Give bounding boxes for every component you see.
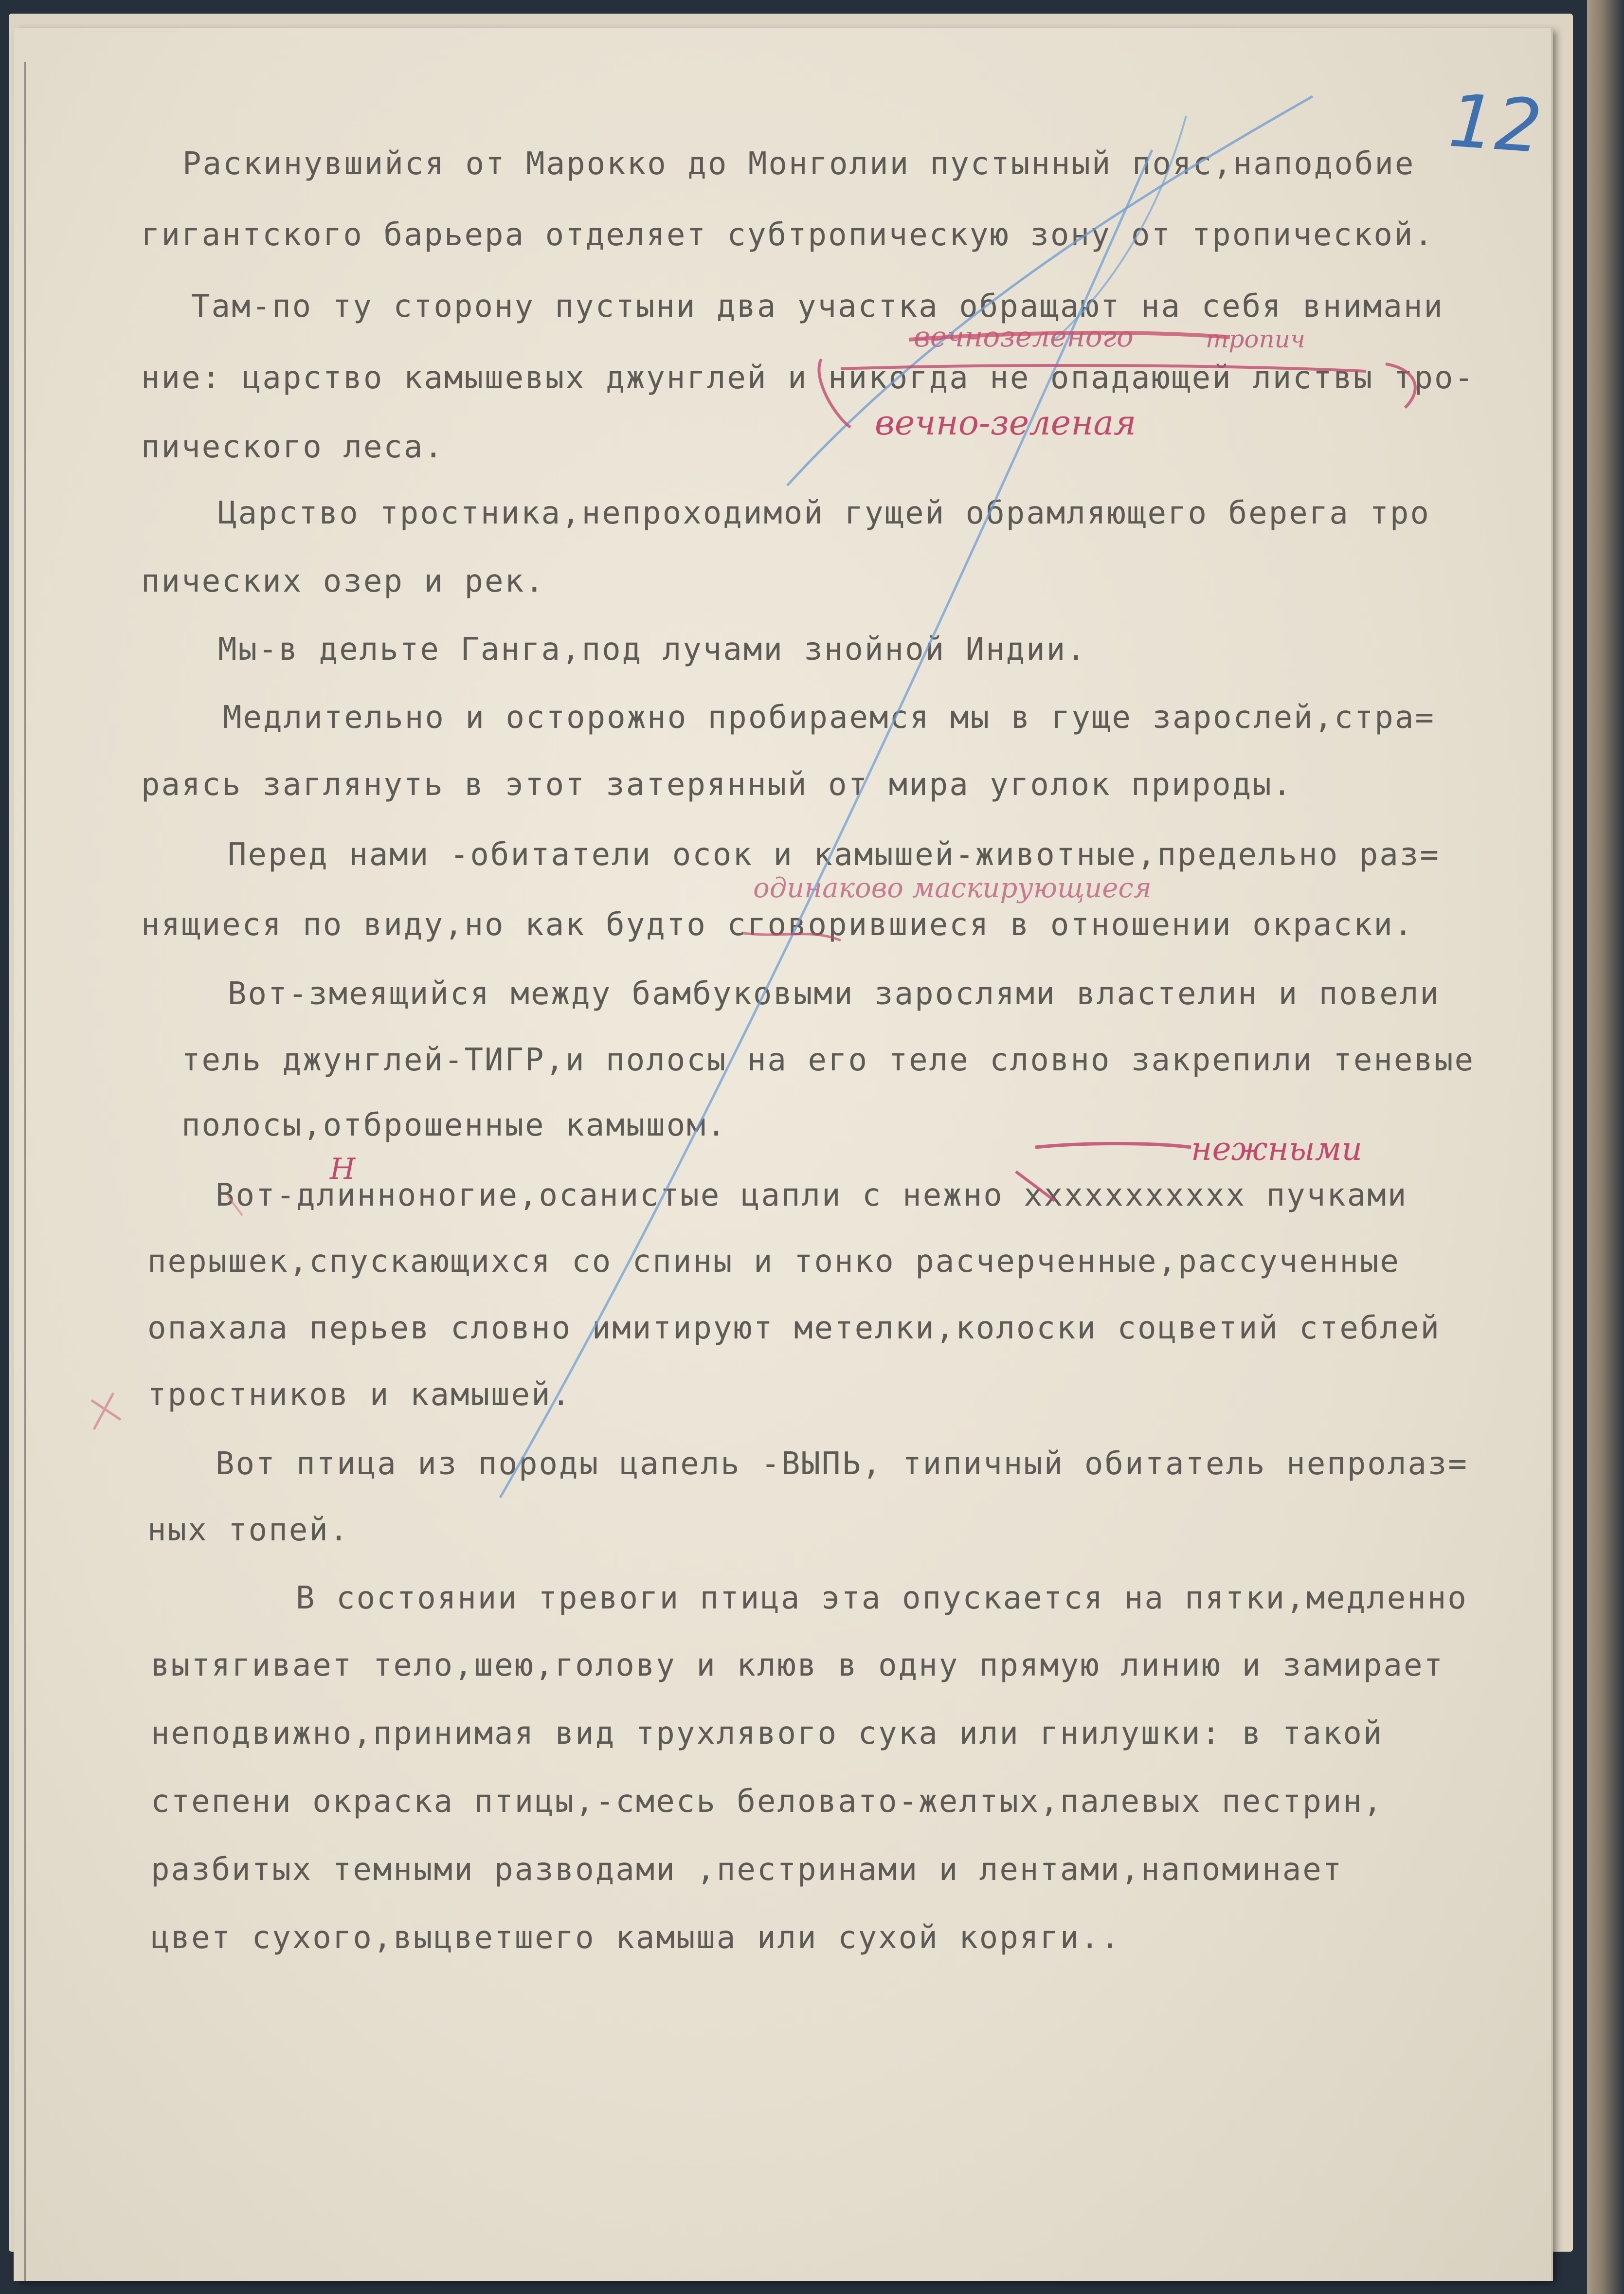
text-line-4: ние: царство камышевых джунглей и никогда не опадающей листвы тро- bbox=[141, 360, 1475, 396]
text-line-14: тель джунглей-ТИГР,и полосы на его теле словно закрепили теневые bbox=[181, 1042, 1475, 1078]
text-line-6: Царство тростника,непроходимой гущей обрамляющего берега тро bbox=[218, 495, 1430, 531]
annotation-evergreen: вечнозеленого bbox=[914, 320, 1134, 353]
text-line-23: вытягивает тело,шею,голову и клюв в одну прямую линию и замирает bbox=[151, 1647, 1444, 1683]
page-number: 12 bbox=[1446, 78, 1545, 170]
text-line-12: нящиеся по виду,но как будто сговорившиеся в отношении окраски. bbox=[141, 907, 1414, 943]
manuscript-page bbox=[14, 28, 1551, 2281]
text-line-17: перышек,спускающихся со спины и тонко расчерченные,рассученные bbox=[147, 1244, 1400, 1280]
text-line-9: Медлительно и осторожно пробираемся мы в гуще зарослей,стра= bbox=[223, 700, 1435, 736]
pencil-marks bbox=[14, 28, 1551, 2281]
text-line-26: разбитых темными разводами ,пестринами и лентами,напоминает bbox=[151, 1852, 1343, 1888]
text-line-15: полосы,отброшенные камышом. bbox=[181, 1107, 727, 1143]
annotation-evergreen-below: вечно-зеленая bbox=[875, 403, 1137, 443]
text-line-11: Перед нами -обитатели осок и камышей-животные,предельно раз= bbox=[228, 837, 1440, 873]
text-line-3: Там-по ту сторону пустыни два участка обращают на себя внимани bbox=[191, 289, 1444, 325]
annotation-tender: нежными bbox=[1191, 1130, 1363, 1168]
annotation-letter-n: Н bbox=[330, 1152, 356, 1186]
text-line-8: Мы-в дельте Ганга,под лучами знойной Индии. bbox=[218, 632, 1087, 668]
text-line-24: неподвижно,принимая вид трухлявого сука или гнилушки: в такой bbox=[151, 1716, 1384, 1752]
text-line-13: Вот-змеящийся между бамбуковыми зарослями властелин и повели bbox=[228, 976, 1440, 1012]
text-line-5: пического леса. bbox=[141, 429, 444, 465]
text-line-21: ных топей. bbox=[147, 1512, 350, 1548]
annotation-tropic: тропич bbox=[1206, 325, 1306, 353]
text-line-16: Вот-длинноногие,осанистые цапли с нежно xxxxxxxxxxx пучками bbox=[216, 1177, 1408, 1213]
text-line-20: Вот птица из породы цапель -ВЫПЬ, типичный обитатель непролаз= bbox=[216, 1446, 1468, 1482]
text-line-25: степени окраска птицы,-смесь беловато-желтых,палевых пестрин, bbox=[151, 1784, 1384, 1820]
text-line-18: опахала перьев словно имитируют метелки,колоски соцветий стеблей bbox=[147, 1310, 1441, 1346]
text-line-22: В состоянии тревоги птица эта опускается на пятки,медленно bbox=[296, 1580, 1468, 1616]
desk-edge bbox=[1587, 0, 1624, 2294]
annotation-camouflage: одинаково маскирующиеся bbox=[753, 872, 1152, 904]
text-line-19: тростников и камышей. bbox=[147, 1377, 572, 1413]
text-line-10: раясь заглянуть в этот затерянный от мира уголок природы. bbox=[141, 767, 1293, 803]
text-line-1: Раскинувшийся от Марокко до Монголии пустынный пояс,наподобие bbox=[182, 146, 1415, 182]
text-line-7: пических озер и рек. bbox=[141, 563, 545, 599]
text-line-2: гигантского барьера отделяет субтропическую зону от тропической. bbox=[141, 217, 1434, 253]
text-line-27: цвет сухого,выцветшего камыша или сухой коряги.. bbox=[151, 1920, 1121, 1956]
